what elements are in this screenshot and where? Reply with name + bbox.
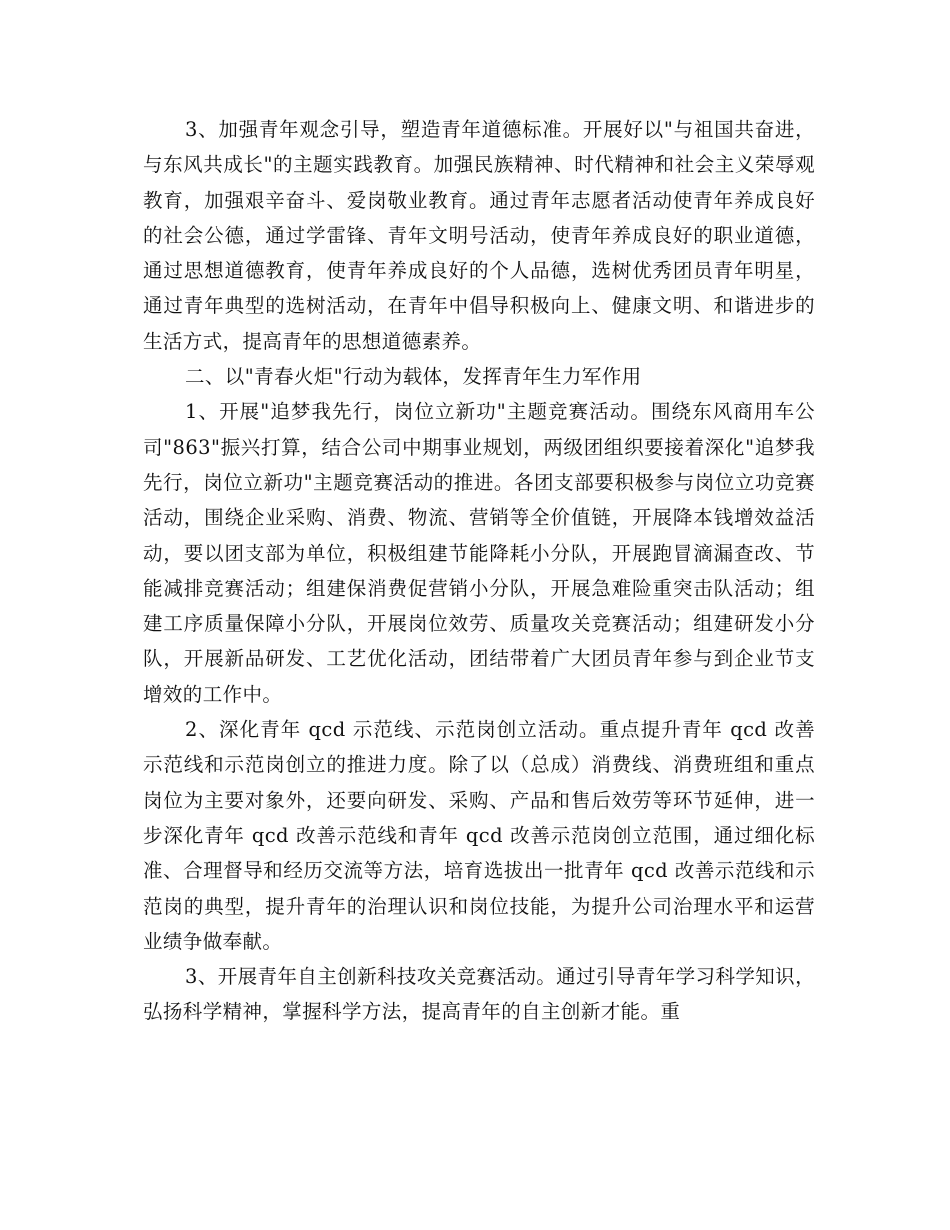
paragraph-job-competition: 1、开展"追梦我先行，岗位立新功"主题竞赛活动。围绕东风商用车公司"863"振兴打算，结合公司中期事业规划，两级团组织要接着深化"追梦我先行，岗位立新功"主题竞赛活动的推进。各团支部要积极参与岗位立功竞赛活动，围绕企业采购、消费、物流、营销等全价值链，开展降本钱增效益活动，要以团支部为单位，积极组建节能降耗小分队，开展跑冒滴漏查改、节能减排竞赛活动；组建保消费促营销小分队，开展急难险重突击队活动；组建工序质量保障小分队，开展岗位效劳、质量攻关竞赛活动；组建研发小分队，开展新品研发、工艺优化活动，团结带着广大团员青年参与到企业节支增效的工作中。 xyxy=(143,400,815,706)
paragraph-qcd-demonstration: 2、深化青年 qcd 示范线、示范岗创立活动。重点提升青年 qcd 改善示范线和示范岗创立的推进力度。除了以（总成）消费线、消费班组和重点岗位为主要对象外，还要向研发、采购、产品和售后效劳等环节延伸，进一步深化青年 qcd 改善示范线和青年 qcd 改善示范岗创立范围，通过细化标准、合理督导和经历交流等方法，培育选拔出一批青年 qcd 改善示范线和示范岗的典型，提升青年的治理认识和岗位技能，为提升公司治理水平和运营业绩争做奉献。 xyxy=(143,718,815,953)
document-body xyxy=(143,112,815,1030)
section-heading-youth-torch: 二、以"青春火炬"行动为载体，发挥青年生力军作用 xyxy=(185,365,642,389)
paragraph-moral-guidance: 3、加强青年观念引导，塑造青年道德标准。开展好以"与祖国共奋进，与东风共成长"的主题实践教育。加强民族精神、时代精神和社会主义荣辱观教育，加强艰辛奋斗、爱岗敬业教育。通过青年志愿者活动使青年养成良好的社会公德，通过学雷锋、青年文明号活动，使青年养成良好的职业道德，通过思想道德教育，使青年养成良好的个人品德，选树优秀团员青年明星，通过青年典型的选树活动，在青年中倡导积极向上、健康文明、和谐进步的生活方式，提高青年的思想道德素养。 xyxy=(143,118,815,353)
paragraph-innovation-competition: 3、开展青年自主创新科技攻关竞赛活动。通过引导青年学习科学知识，弘扬科学精神，掌握科学方法，提高青年的自主创新才能。重 xyxy=(143,965,815,1024)
